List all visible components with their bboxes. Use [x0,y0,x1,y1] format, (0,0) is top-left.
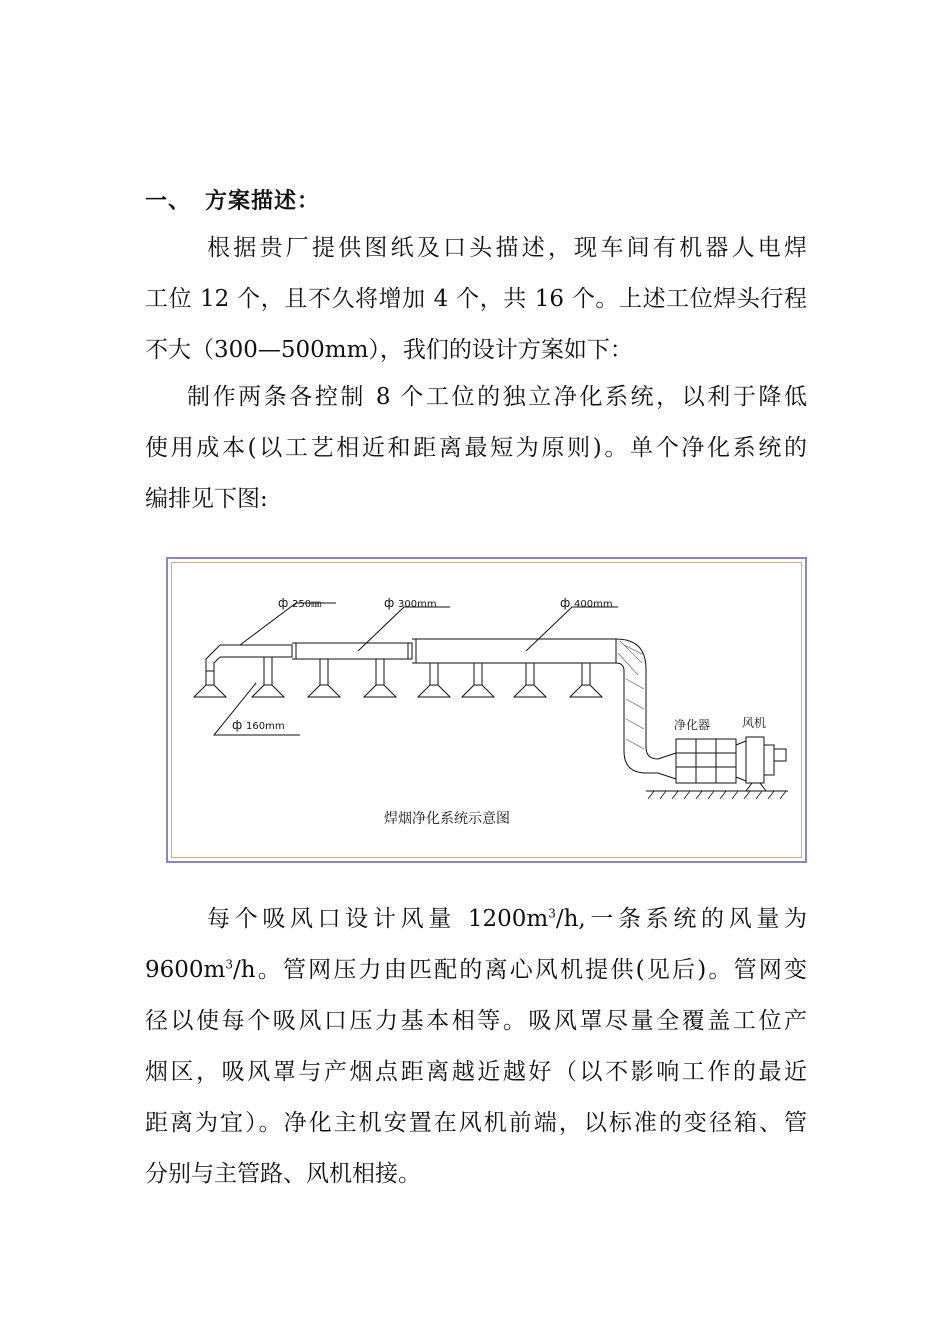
paragraph-line: 制作两条各控制 8 个工位的独立净化系统，以利于降低 [187,384,807,410]
duct-400 [412,639,616,663]
label-duct-250: 250㎜ [292,599,322,610]
fan-unit [746,737,764,783]
section-heading [145,184,320,215]
diameter-symbol-250: ф [278,596,289,610]
paragraph-line: 分别与主管路、风机相接。 [145,1161,421,1187]
hood-1 [194,671,226,697]
airflow-text-a: 每个吸风口设计风量 1200m [207,906,549,932]
left-elbow [206,645,220,671]
leader-400 [526,607,618,651]
label-branch-160: 160mm [246,721,285,732]
unit-superscript: 3 [548,906,556,921]
hood-8 [570,663,602,697]
unit-superscript: 3 [225,957,233,972]
hood-6 [462,663,494,697]
hood-2 [252,657,284,697]
diameter-symbol-160: ф [232,718,243,732]
paragraph-line [145,894,807,945]
paragraph-line: 径以使每个吸风口压力基本相等。吸风罩尽量全覆盖工位产 [145,1008,807,1034]
paragraph-line: 使用成本(以工艺相近和距离最短为原则)。单个净化系统的 [145,435,807,461]
leader-300 [358,607,450,651]
duct-250 [220,645,292,657]
hood-4 [364,659,396,697]
paragraph-line [145,945,807,996]
airflow-text-b: /h,一条系统的风量为 [555,906,808,932]
hood-3 [308,659,340,697]
diagram-canvas [168,559,805,861]
paragraph-line: 距离为宜）。净化主机安置在风机前端，以标准的变径箱、管 [145,1110,807,1136]
system-airflow-text-b: /h。管网压力由匹配的离心风机提供(见后)。管网变 [232,957,807,983]
paragraph-line: 工位 12 个，且不久将增加 4 个，共 16 个。上述工位焊头行程 [145,286,807,312]
paragraph-scheme-intro [145,223,807,376]
label-purifier: 净化器 [674,718,711,732]
paragraph-airflow [145,894,807,1200]
paragraph-system-plan [145,372,807,525]
paragraph-line: 不大（300—500mm），我们的设计方案如下： [145,337,633,363]
diameter-symbol-300: ф [384,596,395,610]
hood-7 [514,663,546,697]
paragraph-line: 根据贵厂提供图纸及口头描述，现车间有机器人电焊 [207,235,807,261]
section-number: 一、 [145,188,192,214]
main-elbow [616,639,658,773]
label-fan: 风机 [742,716,767,730]
paragraph-line: 烟区，吸风罩与产烟点距离越近越好（以不影响工作的最近 [145,1059,807,1085]
section-title: 方案描述： [205,188,321,214]
hood-5 [418,663,450,697]
system-airflow-text-a: 9600m [145,957,226,983]
transition-box [658,753,676,779]
fume-purification-diagram [166,557,807,863]
label-duct-400: 400mm [574,599,613,610]
diameter-symbol-400: ф [560,596,571,610]
label-duct-300: 300mm [398,599,437,610]
paragraph-line: 编排见下图: [145,486,268,512]
figure-caption: 焊烟净化系统示意图 [384,811,510,827]
purifier-unit [676,739,736,783]
duct-300 [292,643,412,659]
